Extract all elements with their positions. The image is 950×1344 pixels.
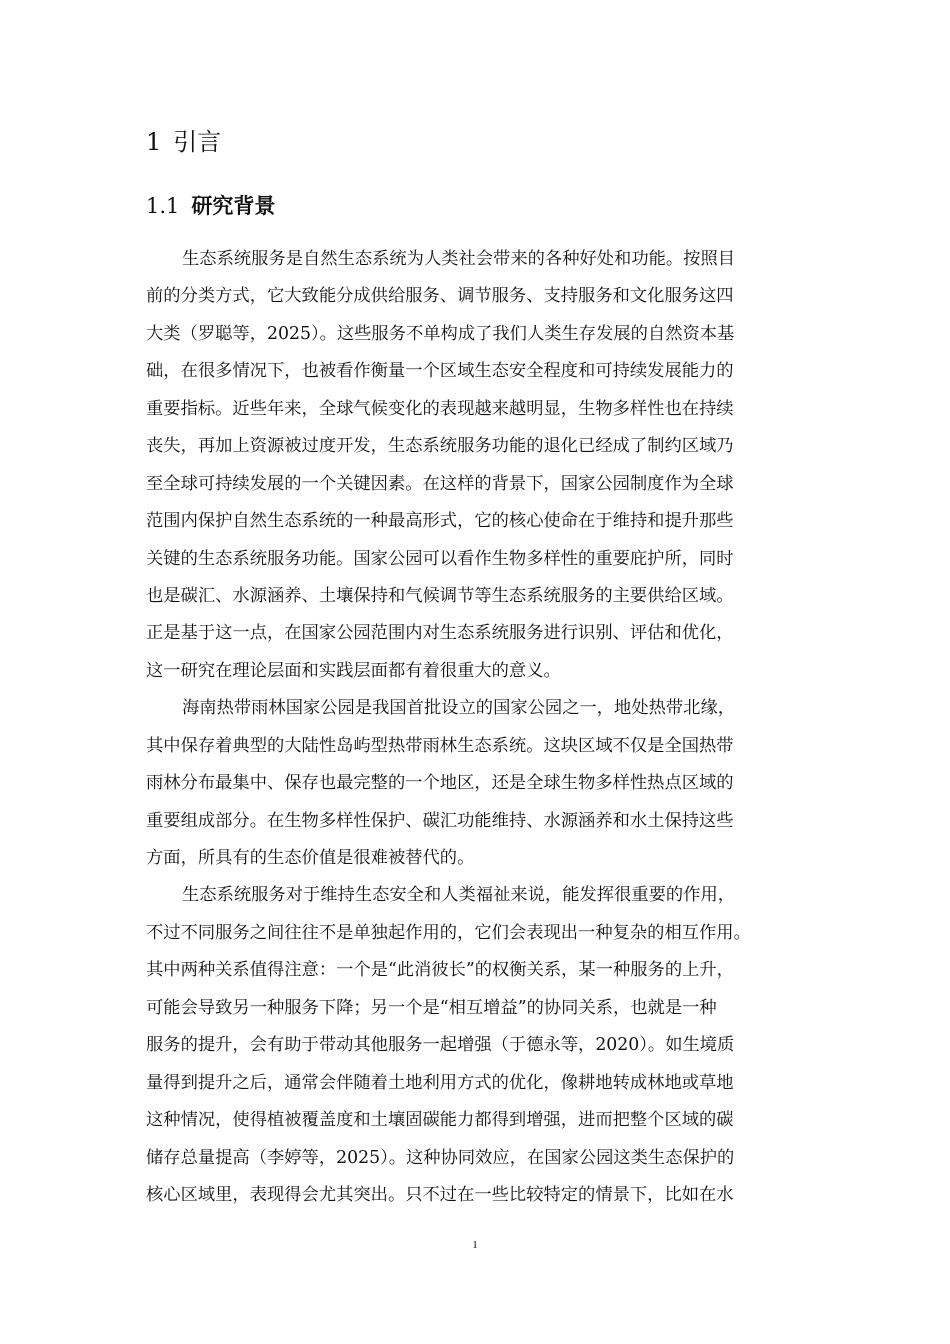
- text-line: 生态系统服务是自然生态系统为人类社会带来的各种好处和功能。按照目: [182, 249, 736, 269]
- text-line: 海南热带雨林国家公园是我国首批设立的国家公园之一，地处热带北缘，: [182, 698, 736, 719]
- text-line: 重要指标。近些年来，全球气候变化的表现越来越明显，生物多样性也在持续: [146, 398, 734, 419]
- chapter-title: 引言: [173, 128, 222, 156]
- section-title: 研究背景: [191, 193, 276, 218]
- text-line: 生态系统服务对于维持生态安全和人类福祉来说，能发挥很重要的作用，: [182, 885, 736, 906]
- text-line: 其中保存着典型的大陆性岛屿型热带雨林生态系统。这块区域不仅是全国热带: [146, 735, 734, 756]
- text-line: 大类（罗聪等，2025）。这些服务不单构成了我们人类生存发展的自然资本基: [146, 323, 735, 344]
- text-line: 这一研究在理论层面和实践层面都有着很重大的意义。: [146, 660, 561, 681]
- text-line: 关键的生态系统服务功能。国家公园可以看作生物多样性的重要庇护所，同时: [146, 548, 734, 569]
- text-line: 方面，所具有的生态价值是很难被替代的。: [146, 848, 475, 868]
- page-number: 1: [472, 1239, 478, 1251]
- text-line: 至全球可持续发展的一个关键因素。在这样的背景下，国家公园制度作为全球: [146, 473, 734, 494]
- text-line: 正是基于这一点，在国家公园范围内对生态系统服务进行识别、评估和优化，: [146, 623, 734, 644]
- text-line: 服务的提升，会有助于带动其他服务一起增强（于德永等，2020）。如生境质: [146, 1035, 735, 1056]
- text-line: 重要组成部分。在生物多样性保护、碳汇功能维持、水源涵养和水土保持这些: [146, 810, 734, 831]
- section-number: 1.1: [146, 194, 180, 218]
- text-line: 不过不同服务之间往往不是单独起作用的，它们会表现出一种复杂的相互作用。: [146, 922, 751, 943]
- text-line: 前的分类方式，它大致能分成供给服务、调节服务、支持服务和文化服务这四: [146, 286, 734, 307]
- text-line: 量得到提升之后，通常会伴随着土地利用方式的优化，像耕地转成林地或草地: [146, 1072, 734, 1093]
- text-line: 储存总量提高（李婷等，2025）。这种协同效应，在国家公园这类生态保护的: [146, 1147, 735, 1168]
- text-line: 丧失，再加上资源被过度开发，生态系统服务功能的退化已经成了制约区域乃: [146, 436, 734, 457]
- text-line: 雨林分布最集中、保存也最完整的一个地区，还是全球生物多样性热点区域的: [146, 773, 734, 794]
- text-line: 这种情况，使得植被覆盖度和土壤固碳能力都得到增强，进而把整个区域的碳: [146, 1110, 734, 1131]
- text-line: 础，在很多情况下，也被看作衡量一个区域生态安全程度和可持续发展能力的: [146, 361, 734, 382]
- text-line: 核心区域里，表现得会尤其突出。只不过在一些比较特定的情景下，比如在水: [146, 1184, 734, 1205]
- text-line: 可能会导致另一种服务下降；另一个是“相互增益”的协同关系，也就是一种: [146, 997, 717, 1018]
- section-heading: [146, 191, 275, 221]
- text-line: 也是碳汇、水源涵养、土壤保持和气候调节等生态系统服务的主要供给区域。: [146, 585, 734, 606]
- chapter-number: 1: [146, 128, 162, 156]
- body-text: [146, 241, 816, 1214]
- chapter-heading: [146, 126, 221, 158]
- text-line: 范围内保护自然生态系统的一种最高形式，它的核心使命在于维持和提升那些: [146, 511, 734, 532]
- text-line: 其中两种关系值得注意：一个是“此消彼长”的权衡关系，某一种服务的上升，: [146, 960, 734, 981]
